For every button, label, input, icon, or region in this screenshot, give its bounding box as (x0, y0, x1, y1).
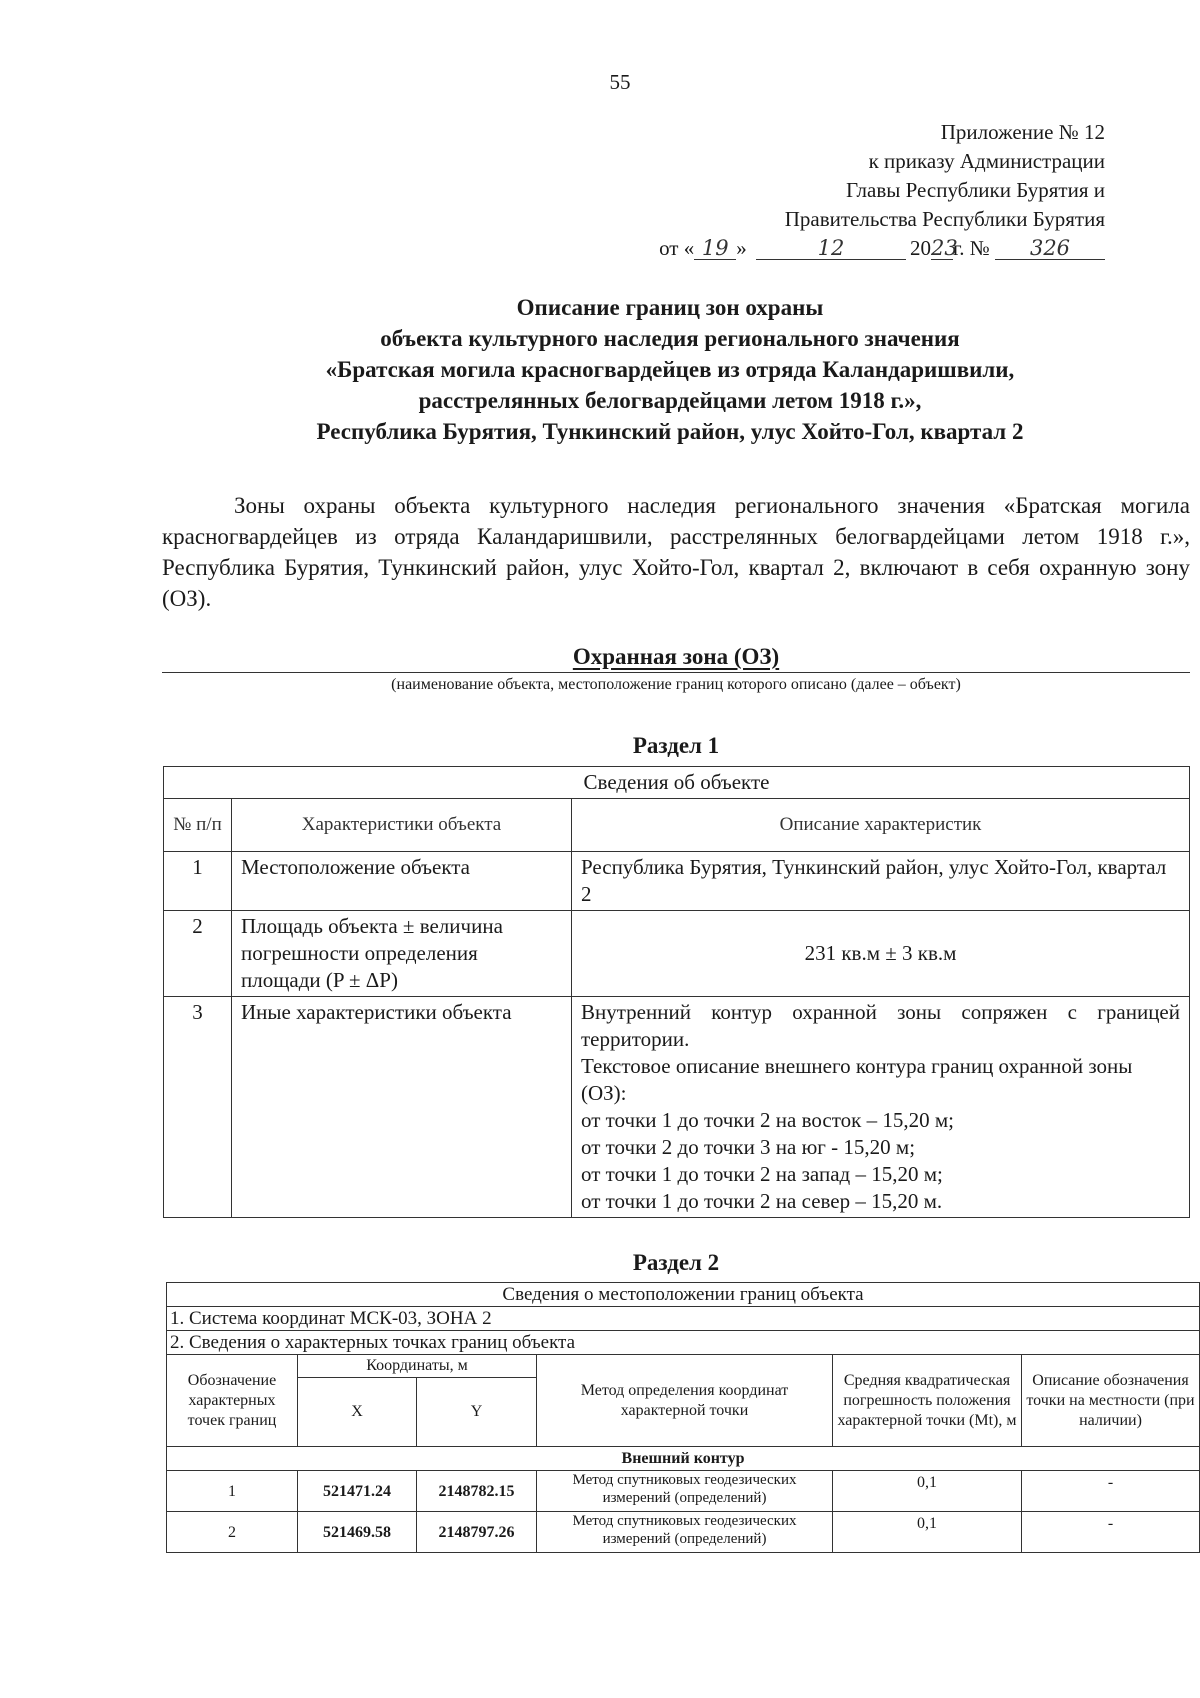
header-y: Y (417, 1378, 537, 1447)
order-prefix: от « (659, 236, 695, 260)
point-method: Метод спутниковых геодезических измерений (определений) (537, 1471, 833, 1512)
intro-paragraph: Зоны охраны объекта культурного наследия регионального значения «Братская могила красногвардейцев из отряда Каландаришвили, расстрелянных белогвардейцами летом 1918 г.», Республика Бурятия, Тункинский район, улус Хойто-Гол, квартал 2, включают в себя охранную зону (ОЗ). (162, 493, 1190, 611)
zone-heading (162, 644, 1190, 694)
table-row (167, 1512, 1200, 1553)
section-2-title: Раздел 2 (632, 1250, 720, 1275)
desc-line: от точки 1 до точки 2 на север – 15,20 м. (581, 1189, 943, 1213)
title-line-4: расстрелянных белогвардейцами летом 1918 г.», (418, 388, 922, 413)
table-row (164, 911, 1190, 997)
header-x: X (298, 1378, 417, 1447)
order-day-handwritten: 19 (694, 237, 736, 260)
title-line-5: Республика Бурятия, Тункинский район, улус Хойто-Гол, квартал 2 (316, 419, 1024, 444)
points-caption: 2. Сведения о характерных точках границ объекта (167, 1331, 1200, 1355)
order-number-handwritten: 326 (995, 237, 1105, 260)
coordinate-system: 1. Система координат МСК-03, ЗОНА 2 (167, 1307, 1200, 1331)
object-info-table (163, 766, 1190, 1218)
point-num: 1 (167, 1471, 298, 1512)
table-row (164, 997, 1190, 1218)
title-line-3: «Братская могила красногвардейцев из отряда Каландаришвили, (325, 357, 1015, 382)
row-characteristic: Местоположение объекта (232, 852, 572, 911)
desc-line: Внутренний контур охранной зоны сопряжен с границей территории. (581, 1000, 1180, 1051)
contour-label: Внешний контур (167, 1447, 1200, 1471)
boundary-caption: Сведения о местоположении границ объекта (167, 1283, 1200, 1307)
title-line-2: объекта культурного наследия регионального значения (380, 326, 960, 351)
order-month-handwritten: 12 (756, 237, 906, 260)
desc-line: от точки 2 до точки 3 на юг - 15,20 м; (581, 1135, 916, 1159)
appendix-header (659, 118, 1105, 263)
zone-divider (162, 672, 1190, 673)
row-num: 2 (164, 911, 232, 997)
header-description: Описание характеристик (572, 799, 1190, 852)
points-caption-row (167, 1331, 1200, 1355)
table-caption-row (164, 767, 1190, 799)
header-designation: Обозначение характерных точек границ (167, 1355, 298, 1447)
header-point-description: Описание обозначения точки на местности (при наличии) (1022, 1355, 1200, 1447)
row-characteristic: Площадь объекта ± величина погрешности определения площади (P ± ΔP) (232, 911, 572, 997)
point-y: 2148797.26 (417, 1512, 537, 1553)
order-mid: » (736, 236, 747, 260)
point-error: 0,1 (833, 1512, 1022, 1553)
row-num: 1 (164, 852, 232, 911)
header-error: Средняя квадратическая погрешность положения характерной точки (Mt), м (833, 1355, 1022, 1447)
point-error: 0,1 (833, 1471, 1022, 1512)
appendix-line-1: Приложение № 12 (940, 120, 1105, 144)
header-method: Метод определения координат характерной точки (537, 1355, 833, 1447)
table-row (167, 1471, 1200, 1512)
section-1-title: Раздел 1 (632, 733, 720, 758)
order-year-handwritten: 23 (930, 236, 958, 260)
table-row (164, 852, 1190, 911)
desc-line: Текстовое описание внешнего контура границ охранной зоны (ОЗ): (581, 1054, 1133, 1105)
row-description: Республика Бурятия, Тункинский район, улус Хойто-Гол, квартал 2 (572, 852, 1190, 911)
desc-line: от точки 1 до точки 2 на запад – 15,20 м; (581, 1162, 943, 1186)
point-y: 2148782.15 (417, 1471, 537, 1512)
order-date-line (659, 234, 1105, 263)
appendix-line-4: Правительства Республики Бурятия (784, 207, 1105, 231)
appendix-line-3: Главы Республики Бурятия и (846, 178, 1105, 202)
page-number: 55 (609, 70, 631, 94)
order-year-prefix: 20 (909, 236, 931, 260)
object-info-caption: Сведения об объекте (164, 767, 1190, 799)
header-coordinates: Координаты, м (298, 1355, 537, 1378)
point-x: 521469.58 (298, 1512, 417, 1553)
row-num: 3 (164, 997, 232, 1218)
desc-line: от точки 1 до точки 2 на восток – 15,20 м; (581, 1108, 954, 1132)
point-x: 521471.24 (298, 1471, 417, 1512)
zone-title: Охранная зона (ОЗ) (572, 644, 780, 669)
row-description: 231 кв.м ± 3 кв.м (572, 911, 1190, 997)
row-description (572, 997, 1190, 1218)
header-num: № п/п (164, 799, 232, 852)
table-header-row (164, 799, 1190, 852)
title-line-1: Описание границ зон охраны (516, 295, 824, 320)
document-title (150, 292, 1190, 447)
point-num: 2 (167, 1512, 298, 1553)
contour-row (167, 1447, 1200, 1471)
coordinate-system-row (167, 1307, 1200, 1331)
point-description: - (1022, 1512, 1200, 1553)
point-method: Метод спутниковых геодезических измерений (определений) (537, 1512, 833, 1553)
table-caption-row (167, 1283, 1200, 1307)
zone-note: (наименование объекта, местоположение границ которого описано (далее – объект) (391, 676, 961, 693)
row-characteristic: Иные характеристики объекта (232, 997, 572, 1218)
table-header-row (167, 1355, 1200, 1378)
appendix-line-2: к приказу Администрации (868, 149, 1105, 173)
boundary-points-table (166, 1282, 1200, 1553)
header-characteristic: Характеристики объекта (232, 799, 572, 852)
point-description: - (1022, 1471, 1200, 1512)
order-year-suffix: г. № (952, 236, 990, 260)
